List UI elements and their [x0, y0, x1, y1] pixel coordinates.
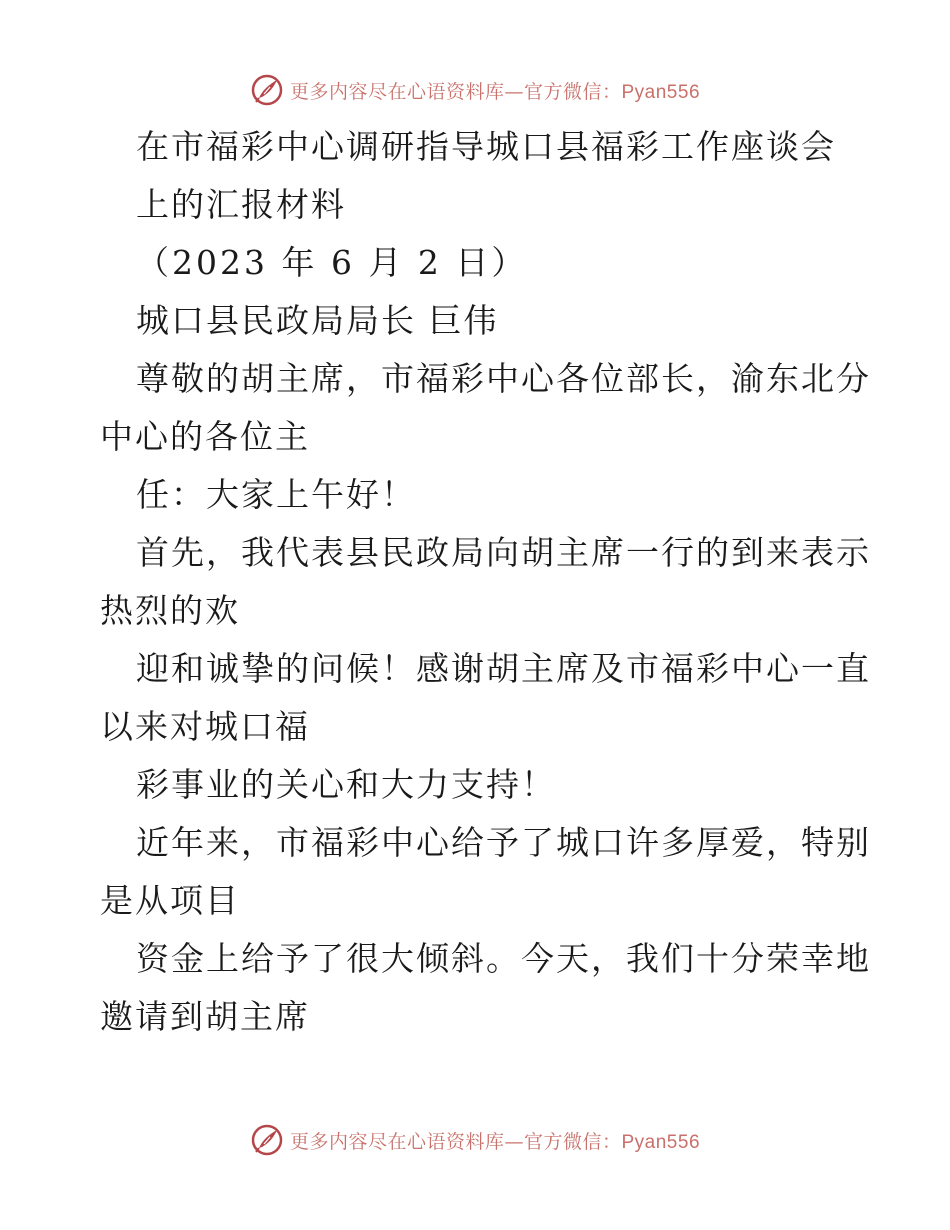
text-line: 是从项目	[100, 881, 240, 920]
text-line: 邀请到胡主席	[100, 997, 310, 1036]
text-line: （2023 年 6 月 2 日）	[136, 243, 528, 282]
text-line: 尊敬的胡主席，市福彩中心各位部长，渝东北分	[136, 359, 871, 398]
quill-logo-icon	[250, 1123, 284, 1157]
text-line: 任：大家上午好！	[136, 475, 416, 514]
text-line: 迎和诚挚的问候！感谢胡主席及市福彩中心一直	[136, 649, 871, 688]
quill-logo-icon	[250, 73, 284, 107]
header-banner	[0, 70, 950, 110]
header-banner-inner	[250, 73, 700, 107]
footer-banner	[0, 1120, 950, 1160]
text-line: 在市福彩中心调研指导城口县福彩工作座谈会	[136, 127, 836, 166]
text-line: 中心的各位主	[100, 417, 310, 456]
text-line: 热烈的欢	[100, 591, 240, 630]
header-banner-text	[290, 77, 700, 104]
text-line: 上的汇报材料	[136, 185, 346, 224]
text-line: 首先，我代表县民政局向胡主席一行的到来表示	[136, 533, 871, 572]
footer-banner-label: 更多内容尽在心语资料库—官方微信：	[289, 1130, 622, 1153]
text-line: 近年来，市福彩中心给予了城口许多厚爱，特别	[136, 823, 871, 862]
text-line: 城口县民政局局长 巨伟	[136, 301, 499, 340]
document-body	[100, 118, 871, 1046]
footer-banner-inner	[250, 1123, 700, 1157]
text-line: 资金上给予了很大倾斜。今天，我们十分荣幸地	[136, 939, 871, 978]
text-line: 彩事业的关心和大力支持！	[136, 765, 556, 804]
footer-wechat-id: Pyan556	[621, 1131, 701, 1153]
text-line: 以来对城口福	[100, 707, 310, 746]
footer-banner-text	[290, 1127, 700, 1154]
header-banner-label: 更多内容尽在心语资料库—官方微信：	[289, 80, 622, 103]
header-wechat-id: Pyan556	[621, 81, 701, 103]
